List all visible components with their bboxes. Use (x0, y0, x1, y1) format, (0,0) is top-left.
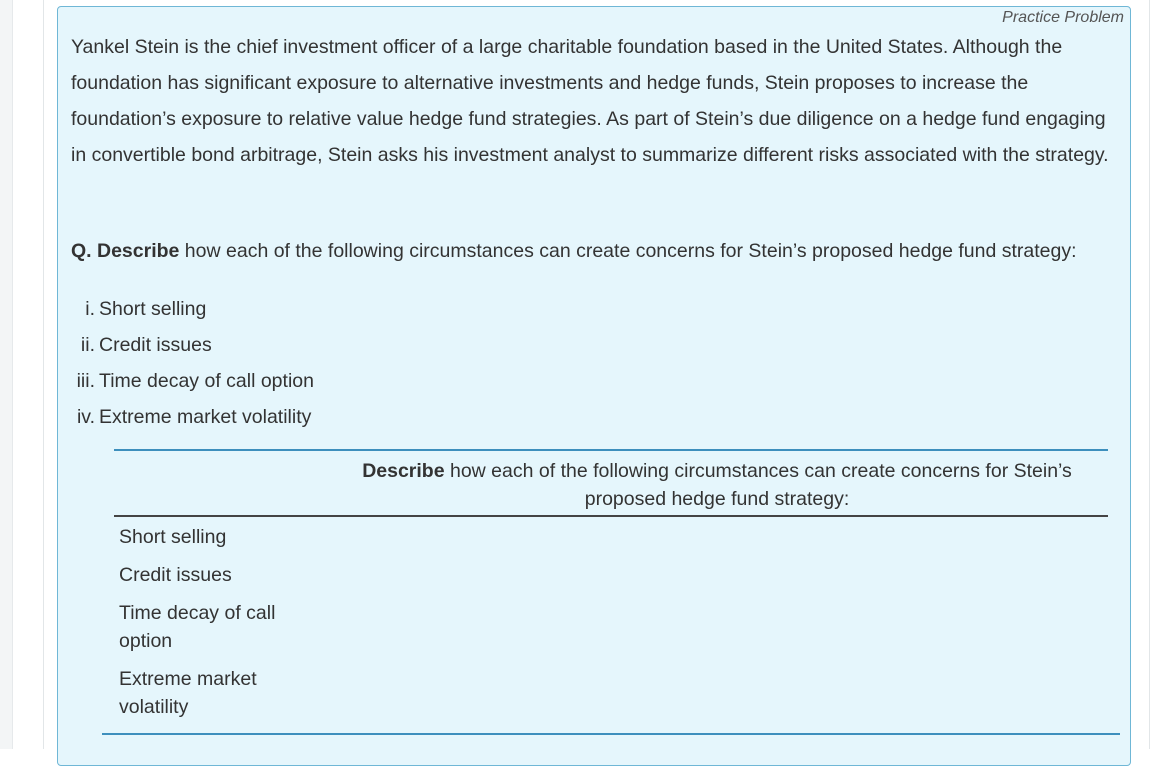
table-header (114, 451, 1108, 517)
question-text (71, 233, 1131, 269)
table-row: Short selling (119, 526, 227, 548)
question-prefix: Q. Describe (71, 240, 180, 262)
answer-table (114, 449, 1108, 721)
question-rest: how each of the following circumstances can create concerns for Stein’s proposed hedge fund strategy: (179, 240, 1077, 262)
table-bottom-rule (102, 733, 1120, 735)
practice-problem-box (57, 6, 1131, 766)
circumstance-list (58, 291, 314, 435)
table-body (114, 517, 1108, 721)
practice-problem-tag: Practice Problem (1002, 9, 1124, 26)
table-row: Credit issues (119, 564, 232, 586)
table-row: Extreme market volatility (119, 668, 257, 718)
table-header-text: Describe how each of the following circumstances can create concerns for Stein’s proposed hedge fund strategy: (362, 460, 1072, 510)
table-row: Time decay of call option (119, 602, 276, 652)
list-item: iv. Extreme market volatility (76, 406, 312, 428)
table-header-empty (114, 451, 326, 515)
list-item: iii. Time decay of call option (76, 370, 314, 392)
list-item: ii. Credit issues (80, 334, 212, 356)
list-item: i. Short selling (85, 298, 207, 320)
left-gutter (0, 0, 13, 749)
problem-intro: Yankel Stein is the chief investment officer of a large charitable foundation based in the United States. Although the foundation has significant exposure to alternative investments and hedge funds, Stein proposes to increase the foundation’s exposure to relative value hedge fund strategies. As part of Stein’s due diligence on a hedge fund engaging in convertible bond arbitrage, Stein asks his investment analyst to summarize different risks associated with the strategy. (71, 36, 1109, 166)
